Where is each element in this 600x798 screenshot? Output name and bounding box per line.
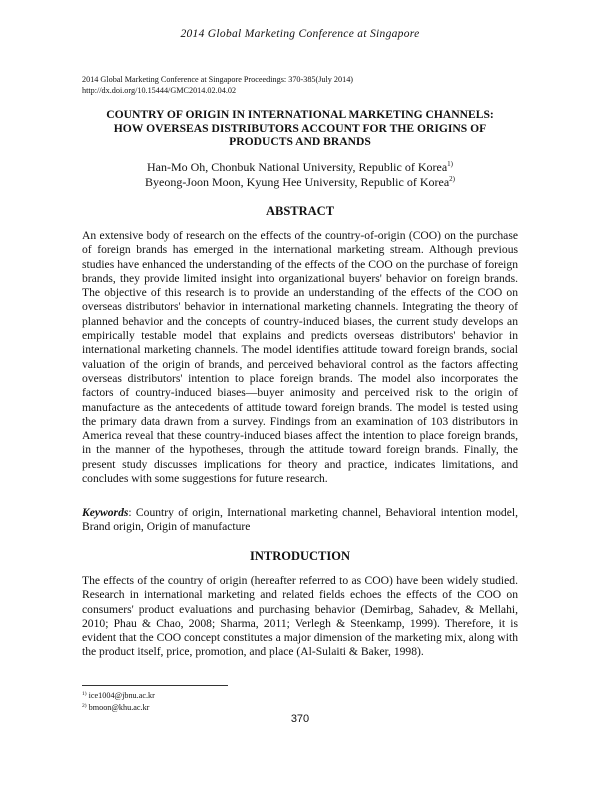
paper-title-line: HOW OVERSEAS DISTRIBUTORS ACCOUNT FOR THE ORIGINS OF xyxy=(113,121,487,135)
footnote-divider xyxy=(82,685,228,686)
author-footnote-mark: 1) xyxy=(447,160,453,168)
introduction-text: The effects of the country of origin (hereafter referred to as COO) have been widely studied. Research in international marketing and related fields echoes the effects of the COO on consumers' product evaluations and purchasing behavior (Demirbag, Sahadev, & Mellahi, 2010; Phau & Chao, 2008; Sharma, 2011; Verlegh & Steenkamp, 1999). Therefore, it is evident that the COO concept constitutes a major dimension of the marketing mix, along with the product itself, price, promotion, and place (Al-Sulaiti & Baker, 1998). xyxy=(82,574,518,659)
footnote-mark: 1) xyxy=(82,691,87,697)
proceedings-doi: http://dx.doi.org/10.15444/GMC2014.02.04.02 xyxy=(82,86,237,95)
footnote xyxy=(82,690,155,702)
footnote-email: bmoon@khu.ac.kr xyxy=(86,702,150,712)
paper-title-line: PRODUCTS AND BRANDS xyxy=(229,135,371,148)
author-list xyxy=(70,160,530,190)
page-number: 370 xyxy=(290,713,310,725)
author-line xyxy=(70,160,530,175)
abstract-text: An extensive body of research on the effects of the country-of-origin (COO) on the purchase of foreign brands has emerged in the international marketing stream. Although previous studies have enhanced the understanding of the effects of the COO on the purchase of foreign brands, they provide limited insight into organizational buyers' behavior on foreign brands. The objective of this research is to provide an understanding of the effects of the COO on overseas distributors' behavior in international marketing channels. Integrating the theory of planned behavior and the concepts of country-induced biases, the current study develops an empirically testable model that explains and predicts overseas distributors' behavior in international marketing channels. The model identifies attitude toward foreign brands, social valuation of the origin of brands, and perceived behavioral control as the factors affecting overseas distributors' intention to place foreign brands. The model also incorporates the factors of country-induced biases—buyer animosity and perceived risk to the origin of manufacture as the antecedents of attitude toward foreign brands. The model is tested using the primary data drawn from a survey. Findings from an examination of 103 distributors in America reveal that these country-induced biases affect the intention to place foreign brands, in the manner of the hypotheses, through the attitude toward foreign brands. Finally, the present study discusses implications for theory and practice, indicates limitations, and concludes with some suggestions for future research. xyxy=(82,229,518,486)
footnote-email: ice1004@jbnu.ac.kr xyxy=(86,691,155,700)
proceedings-citation: 2014 Global Marketing Conference at Singapore Proceedings: 370-385(July 2014) xyxy=(82,75,354,84)
author-affiliation: Han-Mo Oh, Chonbuk National University, Republic of Korea xyxy=(146,160,448,174)
introduction-heading: INTRODUCTION xyxy=(249,549,350,563)
paper-title-line: COUNTRY OF ORIGIN IN INTERNATIONAL MARKETING CHANNELS: xyxy=(106,108,494,121)
abstract-heading: ABSTRACT xyxy=(265,204,335,218)
author-footnote-mark: 2) xyxy=(449,175,455,183)
paper-title xyxy=(70,108,530,149)
keywords-label: Keywords xyxy=(82,506,129,519)
keywords-text: : Country of origin, International marketing channel, Behavioral intention model, Brand origin, Origin of manufacture xyxy=(82,506,518,534)
author-line xyxy=(70,175,530,190)
proceedings-info xyxy=(82,74,353,96)
keywords xyxy=(82,506,518,535)
footnotes xyxy=(82,690,155,713)
running-header: 2014 Global Marketing Conference at Singapore xyxy=(180,28,420,40)
footnote-mark: 2) xyxy=(82,702,87,709)
footnote xyxy=(82,702,155,714)
author-affiliation: Byeong-Joon Moon, Kyung Hee University, Republic of Korea xyxy=(144,175,450,189)
